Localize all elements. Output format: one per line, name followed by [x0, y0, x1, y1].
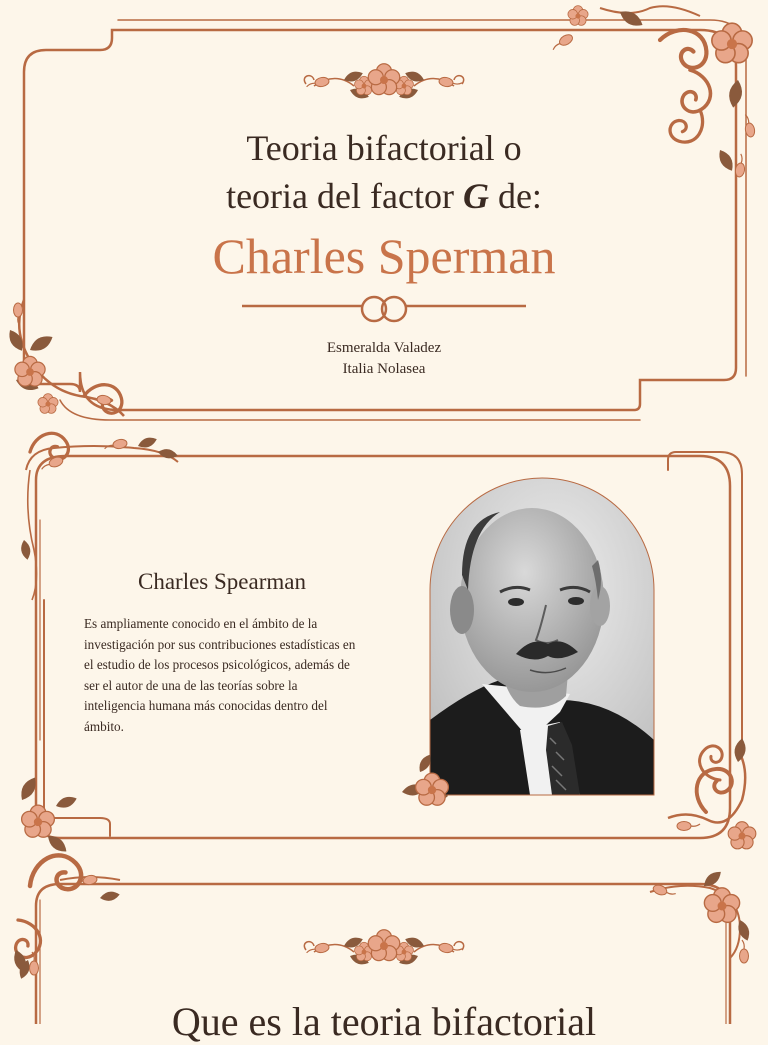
bio-heading: Charles Spearman — [138, 569, 306, 594]
factor-g: G — [462, 176, 489, 216]
bio-body: Es ampliamente conocido en el ámbito de la investigación por sus contribuciones estadísticas en el estudio de los procesos psicológicos, además de ser el autor de una de las teorías sobre la inteligencia humana más conocidas dentro del ámbito. — [84, 616, 356, 734]
title-line-2 — [0, 172, 768, 220]
author-2: Italia Nolasea — [342, 361, 426, 377]
subject-name: Charles Sperman — [212, 228, 556, 284]
title-line-2-pre: teoria del factor — [226, 176, 463, 216]
section-title: Que es la teoria bifactorial — [171, 999, 597, 1044]
title-line-2-post: de: — [488, 176, 542, 216]
title-line-1: Teoria bifactorial o — [246, 128, 522, 168]
author-1: Esmeralda Valadez — [326, 340, 442, 356]
